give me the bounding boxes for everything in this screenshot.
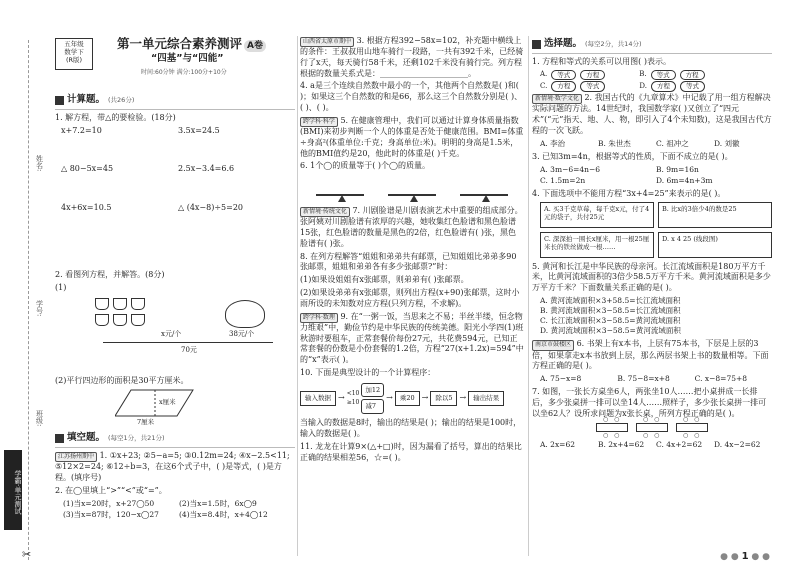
section-marker-icon bbox=[55, 434, 64, 443]
option: A. 黄河流域面积×3+58.5=长江流域面积 bbox=[540, 295, 681, 305]
parallelogram-shape bbox=[115, 388, 195, 420]
option: C. 4x+2=62 bbox=[656, 439, 703, 449]
cup-icon bbox=[131, 298, 145, 310]
option: C. 1.5m=2n bbox=[540, 175, 586, 185]
option: C. x−8=75+8 bbox=[694, 374, 748, 384]
option: B. 9m=16n bbox=[656, 164, 699, 174]
question-text: 5. 在健康管理中，我们可以通过计算身体质量指数(BMI)来初步判断一个人的体重是否处于健康范围。BMI=体重÷身高²(体重单位:千克；身高单位:米)。明明的身高是1.5米，他的BMI值约是20，他此时的体重是( )千克。 bbox=[300, 115, 524, 158]
cup-icon bbox=[131, 314, 145, 326]
cut-line bbox=[28, 40, 29, 560]
edition: (R版) bbox=[65, 55, 83, 64]
question-text: 6. 书架上有x本书，上层有75本书，下层是上层的3倍，如果拿走x本书放到上层，那么两层书架上书的数量相等。下面方程正确的是( )。 bbox=[532, 339, 769, 371]
option: D. 6m=4n+3m bbox=[656, 175, 713, 185]
section-choice bbox=[532, 38, 772, 54]
flow-cond: ≥10 bbox=[346, 398, 360, 406]
source-tag: 新情境·传统文化 bbox=[300, 207, 350, 217]
total-price: 70元 bbox=[181, 345, 197, 354]
option-box: D. x 4 25 (线段图) bbox=[658, 232, 772, 258]
fill-question-8a: (1)如果设姐姐有x张邮票，则弟弟有( )张邮票。 bbox=[300, 275, 469, 285]
source-tag: 南京市鼓楼区 bbox=[532, 340, 574, 350]
option: D. 黄河流域面积×3−58.5=黄河流域面积 bbox=[540, 326, 681, 336]
table-icon bbox=[676, 423, 708, 432]
section-title: 选择题。 bbox=[544, 38, 583, 49]
venn-oval: 等式 bbox=[580, 81, 605, 92]
flow-branch bbox=[347, 390, 360, 407]
exam-meta: 时间:60分钟 满分:100分+10分 bbox=[141, 69, 227, 76]
question-2: 2. 看图列方程，并解答。(8分) bbox=[55, 270, 165, 279]
section-marker-icon bbox=[532, 40, 541, 49]
compare-item: (4)当x=8.4时，x+4◯12 bbox=[179, 509, 268, 519]
choice-question-7: 7. 如图，一张长方桌坐6人，两张坐10人……把小桌拼成一长排后，多少张桌拼一排可以坐14人……照样子，多少张长桌拼一排可以坐62人？设所求问题为x张长桌，所列方程正确的是( )。 bbox=[532, 387, 767, 418]
fill-question-6: 6. 1个◯的质量等于( )个◯的质量。 bbox=[300, 161, 430, 171]
option: B. 2x+4=62 bbox=[598, 439, 645, 449]
binding-strip bbox=[0, 0, 48, 569]
column-2 bbox=[300, 36, 524, 465]
arrow-icon: → bbox=[386, 393, 393, 403]
equation: 3.5x=24.5 bbox=[178, 125, 220, 135]
section-title: 计算题。 bbox=[67, 94, 106, 105]
question-text: 7. 川剧脸谱是川剧表演艺术中重要的组成部分。张阿姨对川剧脸谱有浓厚的兴趣，她收集红色脸谱和黑色脸谱15张，红色脸谱的数量是黑色的2倍，红色脸谱有( )张，黑色脸谱有( )张。 bbox=[300, 206, 523, 248]
fill-question-9 bbox=[300, 312, 524, 366]
compare-items bbox=[63, 499, 295, 520]
option: C. 长江流域面积×3−58.5=黄河流域面积 bbox=[540, 316, 681, 326]
compare-item: (3)当x=87时，120−x◯27 bbox=[63, 509, 159, 519]
question-text: 9. 在“一粥一饭，当思来之不易；半丝半缕，恒念物力维艰”中，勤俭节约是中华民族的传统美德。阳光小学四(1)班秋游时要租车，正常套餐价每份27元，共花费594元，已知正常套餐的份数是小份套餐的1.2倍，方程“27(x+1.2x)=594”中的“x”表示( )。 bbox=[300, 311, 524, 365]
option: A. 75−x=8 bbox=[540, 374, 582, 384]
title-text: 第一单元综合素养测评 bbox=[117, 36, 243, 51]
choice-3-options bbox=[540, 165, 772, 186]
section-note: (共26分) bbox=[108, 96, 135, 105]
flow-op: 加12 bbox=[361, 383, 384, 398]
equation: x+7.2=10 bbox=[61, 125, 102, 135]
choice-question-1: 1. 方程和等式的关系可以用图( )表示。 bbox=[532, 56, 671, 66]
cup-icon bbox=[113, 314, 127, 326]
subtitle: “四基”与“四能” bbox=[151, 53, 224, 64]
question-text: 1. ①x+23; ②5−a=5; ③0.12m=24; ④x−2.5<11; ⑤12×2=24; ⑥12÷b=3，在这6个式子中，( )是等式，( )是方程。(填序号) bbox=[55, 451, 290, 483]
flow-cond: <10 bbox=[346, 389, 360, 397]
balance-icon bbox=[316, 174, 364, 196]
fill-question-8: 8. 在列方程解答“姐姐和弟弟共有邮票，已知姐姐比弟弟多90张邮票，姐姐和弟弟各有多少张邮票?”时： bbox=[300, 251, 517, 272]
balance-figures bbox=[316, 174, 508, 196]
venn-oval: 等式 bbox=[551, 70, 576, 81]
flow-ops bbox=[361, 383, 384, 415]
fill-question-3 bbox=[300, 36, 524, 79]
grade-box bbox=[55, 38, 93, 70]
total-brace bbox=[103, 342, 273, 343]
fill-question-4: 4. a是三个连续自然数中最小的一个，其他两个自然数是( )和( )；如果这三个自然数的和是66，那么这三个自然数分别是( )、( )、( )。 bbox=[300, 81, 523, 113]
class-label: 班级: bbox=[35, 410, 44, 427]
choice-1-options-cd bbox=[540, 81, 772, 92]
grade: 五年级 bbox=[64, 40, 84, 48]
choice-question-2 bbox=[532, 93, 772, 136]
option: B. 黄河流域面积×3−58.5=长江流域面积 bbox=[540, 306, 681, 316]
parallelogram-figure bbox=[115, 388, 295, 428]
flow-op: 减7 bbox=[361, 399, 384, 414]
para-base: 7厘米 bbox=[137, 418, 155, 427]
equation: 4x+6x=10.5 bbox=[61, 203, 112, 213]
term: 下 bbox=[77, 47, 84, 56]
question-2b: (2)平行四边形的面积是30平方厘米。 bbox=[55, 375, 189, 385]
option: D. 4x−2=62 bbox=[714, 439, 761, 449]
page-footer: ● ● 1 ● ● bbox=[720, 550, 770, 562]
question-2a: (1) bbox=[55, 282, 67, 292]
name-label: 姓名: bbox=[35, 155, 44, 172]
question-text: 3. 根据方程392−58x=102，补充题中横线上的条件：王叔叔用山地车骑行一段路，一共有392千米，已经骑行了x天，每天骑行58千米，还剩102千米没有骑行完。列方程根据的数量关系式是：______________________。 bbox=[300, 36, 524, 78]
choice-5-options bbox=[540, 296, 772, 337]
source-tag: 新情境·数学文化 bbox=[532, 94, 582, 104]
paper-badge: A卷 bbox=[244, 40, 266, 52]
section-note: (每空2分，共14分) bbox=[585, 40, 642, 49]
teapot-icon bbox=[225, 300, 265, 328]
option-label: C. bbox=[540, 82, 548, 91]
equation: △ (4x−8)÷5=20 bbox=[178, 203, 244, 213]
question-1: 1. 解方程，带△的要检验。(18分) bbox=[55, 112, 176, 122]
choice-question-6 bbox=[532, 339, 772, 372]
arrow-icon: → bbox=[459, 393, 467, 403]
venn-oval: 方程 bbox=[651, 81, 676, 92]
cup-icon bbox=[95, 298, 109, 310]
page-number: 1 bbox=[741, 550, 749, 562]
column-divider bbox=[297, 36, 298, 556]
arrow-icon: → bbox=[421, 393, 429, 403]
section-fill bbox=[55, 432, 295, 448]
choice-2-options bbox=[540, 139, 772, 149]
equation: △ 80−5x=45 bbox=[61, 164, 114, 174]
source-tag: 山西省太原市期中 bbox=[300, 37, 354, 47]
fill-question-10: 10. 下面是典型设计的一个计算程序： bbox=[300, 367, 436, 377]
option-box: A. 买3千克草莓，每千克x元，付了4元的袋子，共付25元 bbox=[540, 202, 654, 228]
scissor-icon: ✂ bbox=[22, 548, 32, 561]
balance-icon bbox=[460, 174, 508, 196]
choice-question-5: 5. 黄河和长江是中华民族的母亲河。长江流域面积是180万平方千米，比黄河流域面积的3倍少58.5万平方千米。黄河流域面积是多少万平方千米？下面数量关系正确的是( )。 bbox=[532, 261, 771, 293]
program-flowchart bbox=[300, 383, 524, 415]
option-label: D. bbox=[639, 82, 647, 91]
table-icon bbox=[596, 423, 628, 432]
tables-figure bbox=[532, 423, 772, 432]
choice-6-options bbox=[540, 374, 772, 384]
balance-icon bbox=[388, 174, 436, 196]
option-label: B. bbox=[639, 70, 647, 79]
option: A. 3m−6=4n−6 bbox=[540, 164, 601, 174]
equation-grid bbox=[61, 126, 295, 214]
flow-op: 乘20 bbox=[395, 391, 420, 406]
source-tag: 跨学科·数理 bbox=[300, 313, 338, 323]
option: B. 75−8=x+8 bbox=[617, 374, 670, 384]
cup-icon bbox=[95, 314, 109, 326]
venn-oval: 方程 bbox=[680, 70, 705, 81]
source-tag: 江苏扬州期中 bbox=[55, 452, 97, 462]
cups-and-teapot-figure bbox=[95, 296, 295, 358]
choice-1-options-ab bbox=[540, 70, 772, 81]
option: B. 朱世杰 bbox=[598, 138, 631, 148]
question-text: 2. 我国古代的《九章算术》中记载了用一组方程解决实际问题的方法。14世纪时，我国数学家( )又创立了“四元术”(“元”指天、地、人、物，即引入了4个未知数)，这是我国古代方程的一次飞跃。 bbox=[532, 93, 772, 135]
fill-question-5 bbox=[300, 116, 524, 159]
fill-question-1 bbox=[55, 451, 295, 484]
option-label: A. bbox=[540, 70, 548, 79]
compare-item: (2)当x=1.5时，6x◯9 bbox=[179, 498, 257, 508]
section-calc bbox=[55, 94, 295, 110]
para-side: x厘米 bbox=[159, 398, 176, 407]
option: D. 刘徽 bbox=[714, 138, 740, 148]
pot-price: 38元/个 bbox=[229, 329, 255, 338]
source-tag: 跨学科·科学 bbox=[300, 117, 338, 127]
option: A. 2x=62 bbox=[540, 439, 576, 449]
venn-oval: 方程 bbox=[551, 81, 576, 92]
choice-question-3: 3. 已知3m=4n，根据等式的性质，下面不成立的是( )。 bbox=[532, 151, 733, 161]
column-1 bbox=[55, 92, 295, 523]
fill-question-7 bbox=[300, 206, 524, 249]
choice-question-4: 4. 下面选项中不能用方程“3x+4=25”来表示的是( )。 bbox=[532, 188, 726, 198]
brand-strip: 学霸·单元测试 bbox=[4, 450, 22, 530]
fill-question-2: 2. 在◯里填上“>”“<”或“=”。 bbox=[55, 485, 167, 495]
option: C. 祖冲之 bbox=[656, 138, 689, 148]
subject: 数学 bbox=[64, 47, 78, 56]
flow-op: 除以5 bbox=[430, 391, 457, 406]
option-box: C. 深深拍一围长x厘米，用一根25厘米长的铁丝做成一根…… bbox=[540, 232, 654, 258]
option-box: B. 比x的3倍少4的数是25 bbox=[658, 202, 772, 228]
section-note: (每空1分，共21分) bbox=[108, 434, 165, 443]
option: A. 李治 bbox=[540, 138, 566, 148]
choice-7-options bbox=[540, 440, 772, 450]
venn-oval: 方程 bbox=[580, 70, 605, 81]
equation: 2.5x−3.4=6.6 bbox=[178, 164, 235, 174]
venn-oval: 等式 bbox=[680, 81, 705, 92]
arrow-icon: → bbox=[338, 393, 345, 403]
header bbox=[55, 36, 295, 88]
compare-item: (1)当x=20时，x+27◯50 bbox=[63, 498, 155, 508]
number-label: 学号: bbox=[35, 300, 44, 317]
cup-price: x元/个 bbox=[161, 329, 182, 338]
flow-input: 输入数据 bbox=[300, 391, 336, 406]
cup-icon bbox=[113, 298, 127, 310]
column-divider bbox=[528, 36, 529, 556]
venn-oval: 等式 bbox=[651, 70, 676, 81]
choice-4-options bbox=[540, 202, 772, 258]
section-title: 填空题。 bbox=[67, 432, 106, 444]
table-icon bbox=[636, 423, 668, 432]
fill-question-8b: (2)如果设弟弟有x张邮票，则列出方程(x+90)张邮票，这时小雨所设的未知数对应方程(只列方程，不求解)。 bbox=[300, 288, 520, 308]
fill-question-11: 11. 龙龙在计算9×(△+□)时，因为漏看了括号，算出的结果比正确的结果相差56，☆=( )。 bbox=[300, 441, 522, 462]
unit-title bbox=[117, 36, 266, 53]
column-3 bbox=[532, 36, 772, 453]
flow-output: 输出结果 bbox=[468, 391, 504, 406]
section-marker-icon bbox=[55, 96, 64, 105]
fill-question-10a: 当输入的数据是8时，输出的结果是( )；输出的结果是100时，输入的数据是( )。 bbox=[300, 418, 522, 439]
